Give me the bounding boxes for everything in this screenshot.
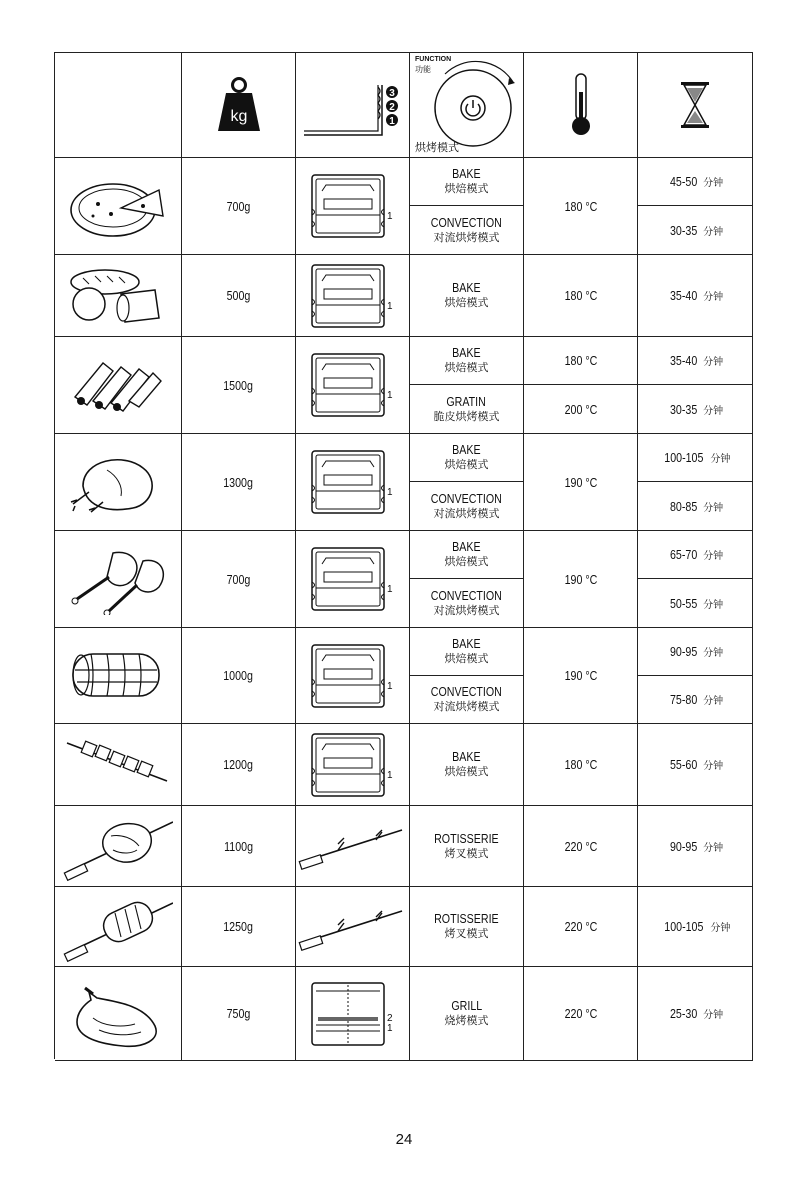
weight-value: 700g — [226, 571, 251, 587]
weight-value: 1250g — [223, 919, 254, 934]
mode-name-cn: 烤叉模式 — [444, 847, 489, 860]
spit-roast-icon — [63, 891, 173, 963]
shelf-level-number: 2 — [388, 102, 395, 113]
header-food — [55, 53, 182, 158]
function-mode-cn: 烘烤模式 — [415, 142, 459, 154]
mode-name: BAKE — [452, 345, 481, 360]
shelf-level-number: 1 — [386, 680, 393, 692]
temperature-cell — [524, 806, 638, 887]
time-cell — [638, 482, 753, 531]
mode-name-cn: 烘焙模式 — [444, 766, 489, 778]
rolls-icon — [63, 349, 173, 421]
mode-name-cn: 对流烘烤模式 — [433, 701, 500, 713]
time-cell — [638, 434, 753, 482]
weight-cell — [182, 967, 296, 1061]
function-label: FUNCTION — [415, 56, 452, 63]
temperature-cell — [524, 887, 638, 967]
mode-cell — [410, 724, 524, 806]
shelf-level-number: 1 — [386, 390, 393, 401]
mode-name: ROTISSERIE — [434, 830, 499, 846]
roast-icon — [63, 640, 173, 712]
header-temperature — [524, 53, 638, 158]
mode-cell — [410, 628, 524, 676]
time-unit: 分钟 — [703, 761, 724, 772]
time-unit: 分钟 — [703, 1010, 724, 1021]
time-unit: 分钟 — [703, 696, 724, 707]
weight-cell — [182, 255, 296, 337]
weight-value: 1500g — [223, 377, 254, 393]
shelf-level-number: 1 — [386, 584, 393, 595]
skewer-icon — [63, 729, 173, 801]
header-function — [410, 53, 524, 158]
time-value: 45-50 — [669, 174, 698, 189]
mode-cell — [410, 967, 524, 1061]
weight-cell — [182, 628, 296, 724]
weight-value: 750g — [226, 1006, 251, 1021]
food-cell — [55, 724, 182, 806]
oven-shelf-icon — [306, 259, 400, 333]
drumsticks-icon — [63, 543, 173, 615]
time-cell — [638, 579, 753, 628]
mode-cell — [410, 579, 524, 628]
header-shelf — [296, 53, 410, 158]
weight-cell — [182, 806, 296, 887]
time-value: 55-60 — [669, 757, 698, 772]
time-value: 25-30 — [669, 1006, 698, 1021]
time-unit: 分钟 — [703, 226, 724, 238]
mode-name-cn: 烧烤模式 — [444, 1015, 489, 1027]
time-cell — [638, 967, 753, 1061]
mode-name-cn: 脆皮烘烤模式 — [433, 410, 500, 423]
time-unit: 分钟 — [703, 648, 724, 659]
mode-name: BAKE — [452, 442, 481, 457]
time-cell — [638, 806, 753, 887]
weight-cell — [182, 887, 296, 967]
shelf-level-number: 3 — [388, 88, 395, 99]
time-value: 35-40 — [669, 288, 698, 303]
shelf-level-number: 1 — [386, 300, 393, 312]
mode-name-cn: 烘焙模式 — [444, 653, 489, 665]
temperature-value: 180 °C — [564, 288, 597, 303]
temperature-cell — [524, 531, 638, 628]
mode-name: GRATIN — [446, 393, 487, 409]
weight-cell — [182, 434, 296, 531]
temperature-cell — [524, 385, 638, 434]
weight-cell — [182, 337, 296, 434]
temperature-value: 180 °C — [564, 757, 597, 772]
weight-icon — [214, 75, 264, 135]
oven-shelf-icon — [306, 348, 400, 422]
shelf-level-number: 1 — [386, 769, 393, 781]
food-cell — [55, 628, 182, 724]
mode-name: GRILL — [451, 998, 482, 1013]
hourglass-icon — [675, 79, 715, 131]
time-cell — [638, 531, 753, 579]
time-unit: 分钟 — [703, 178, 724, 189]
accessory-cell — [296, 806, 410, 887]
time-cell — [638, 676, 753, 724]
time-unit: 分钟 — [710, 923, 731, 934]
accessory-cell — [296, 158, 410, 255]
temperature-value: 220 °C — [564, 919, 597, 934]
function-label-cn: 功能 — [415, 65, 431, 74]
shelf-level-number: 1 — [386, 211, 393, 222]
mode-name-cn: 烘焙模式 — [444, 362, 489, 374]
time-value: 100-105 — [663, 919, 704, 934]
time-value: 80-85 — [669, 498, 698, 514]
mode-name: BAKE — [452, 539, 481, 554]
time-value: 30-35 — [669, 222, 698, 238]
mode-name: CONVECTION — [430, 490, 503, 506]
page-number: 24 — [395, 1131, 413, 1148]
food-cell — [55, 158, 182, 255]
mode-cell — [410, 887, 524, 967]
mode-name-cn: 烘焙模式 — [444, 183, 489, 195]
header-time — [638, 53, 753, 158]
time-unit: 分钟 — [703, 357, 724, 368]
mode-cell — [410, 531, 524, 579]
accessory-cell — [296, 967, 410, 1061]
mode-cell — [410, 206, 524, 255]
food-cell — [55, 337, 182, 434]
accessory-cell — [296, 434, 410, 531]
mode-name: BAKE — [452, 749, 481, 764]
mode-name-cn: 烘焙模式 — [444, 459, 489, 471]
thermometer-icon — [561, 70, 601, 140]
mode-name: BAKE — [452, 166, 481, 181]
temperature-value: 180 °C — [564, 198, 597, 214]
food-cell — [55, 434, 182, 531]
time-cell — [638, 724, 753, 806]
accessory-cell — [296, 724, 410, 806]
mode-name-cn: 烘焙模式 — [444, 297, 489, 309]
oven-shelf-icon — [306, 169, 400, 243]
rotisserie-spit-icon — [298, 822, 408, 870]
bread-icon — [63, 260, 173, 332]
mode-cell — [410, 255, 524, 337]
time-unit: 分钟 — [703, 551, 724, 562]
oven-shelf-icon — [306, 639, 400, 713]
chop-icon — [63, 978, 173, 1050]
temperature-value: 190 °C — [564, 571, 597, 587]
temperature-value: 220 °C — [564, 838, 597, 854]
mode-name-cn: 对流烘烤模式 — [433, 507, 500, 520]
weight-cell — [182, 158, 296, 255]
time-value: 50-55 — [669, 595, 698, 611]
time-cell — [638, 255, 753, 337]
time-cell — [638, 385, 753, 434]
food-cell — [55, 531, 182, 628]
accessory-cell — [296, 628, 410, 724]
mode-cell — [410, 337, 524, 385]
time-unit: 分钟 — [703, 842, 724, 854]
time-unit: 分钟 — [703, 405, 724, 417]
weight-icon-label: kg — [230, 108, 247, 125]
temperature-cell — [524, 337, 638, 385]
mode-name-cn: 烘焙模式 — [444, 556, 489, 568]
mode-name-cn: 对流烘烤模式 — [433, 231, 500, 244]
mode-cell — [410, 482, 524, 531]
mode-name: BAKE — [452, 280, 481, 295]
food-cell — [55, 806, 182, 887]
grill-tray-icon — [306, 977, 400, 1051]
time-value: 100-105 — [663, 450, 704, 465]
mode-name: CONVECTION — [430, 684, 503, 699]
time-cell — [638, 206, 753, 255]
time-unit: 分钟 — [703, 502, 724, 514]
shelf-level-number: 2 — [386, 1012, 393, 1024]
pizza-icon — [63, 170, 173, 242]
time-unit: 分钟 — [703, 292, 724, 303]
time-cell — [638, 887, 753, 967]
temperature-cell — [524, 724, 638, 806]
mode-cell — [410, 806, 524, 887]
mode-name: ROTISSERIE — [434, 911, 499, 926]
shelf-level-number: 1 — [388, 116, 395, 127]
accessory-cell — [296, 255, 410, 337]
weight-value: 500g — [226, 288, 251, 303]
weight-value: 1200g — [223, 757, 254, 772]
accessory-cell — [296, 337, 410, 434]
food-cell — [55, 255, 182, 337]
accessory-cell — [296, 887, 410, 967]
time-cell — [638, 628, 753, 676]
mode-name: CONVECTION — [430, 587, 503, 603]
temperature-value: 200 °C — [564, 401, 597, 417]
spit-chicken-icon — [63, 810, 173, 882]
food-cell — [55, 887, 182, 967]
time-value: 30-35 — [669, 401, 698, 417]
time-cell — [638, 337, 753, 385]
mode-name-cn: 对流烘烤模式 — [433, 604, 500, 617]
mode-name: CONVECTION — [430, 214, 503, 230]
temperature-cell — [524, 967, 638, 1061]
temperature-cell — [524, 255, 638, 337]
time-cell — [638, 158, 753, 206]
function-knob-icon — [417, 60, 517, 150]
time-value: 90-95 — [669, 644, 698, 659]
mode-cell — [410, 158, 524, 206]
mode-name: BAKE — [452, 636, 481, 651]
header-weight — [182, 53, 296, 158]
oven-shelf-icon — [306, 445, 400, 519]
shelf-levels-icon — [298, 55, 408, 155]
temperature-cell — [524, 158, 638, 255]
mode-name-cn: 烤叉模式 — [444, 928, 489, 940]
accessory-cell — [296, 531, 410, 628]
shelf-level-number: 1 — [386, 487, 393, 498]
chicken-icon — [63, 446, 173, 518]
mode-cell — [410, 676, 524, 724]
temperature-cell — [524, 628, 638, 724]
weight-cell — [182, 724, 296, 806]
time-value: 65-70 — [669, 547, 698, 562]
time-unit: 分钟 — [710, 454, 731, 465]
time-value: 35-40 — [669, 353, 698, 368]
temperature-value: 190 °C — [564, 668, 597, 683]
weight-value: 700g — [226, 198, 251, 214]
cooking-table — [54, 52, 753, 1059]
time-value: 75-80 — [669, 692, 698, 707]
temperature-value: 220 °C — [564, 1006, 597, 1021]
weight-value: 1000g — [223, 668, 254, 683]
temperature-value: 190 °C — [564, 474, 597, 490]
mode-cell — [410, 385, 524, 434]
weight-value: 1300g — [223, 474, 254, 490]
temperature-cell — [524, 434, 638, 531]
time-unit: 分钟 — [703, 599, 724, 611]
weight-cell — [182, 531, 296, 628]
oven-shelf-icon — [306, 728, 400, 802]
oven-shelf-icon — [306, 542, 400, 616]
mode-cell — [410, 434, 524, 482]
rotisserie-spit-icon — [298, 903, 408, 951]
temperature-value: 180 °C — [564, 353, 597, 368]
time-value: 90-95 — [669, 838, 698, 854]
shelf-level-number: 1 — [386, 1022, 393, 1034]
weight-value: 1100g — [224, 838, 253, 854]
food-cell — [55, 967, 182, 1061]
